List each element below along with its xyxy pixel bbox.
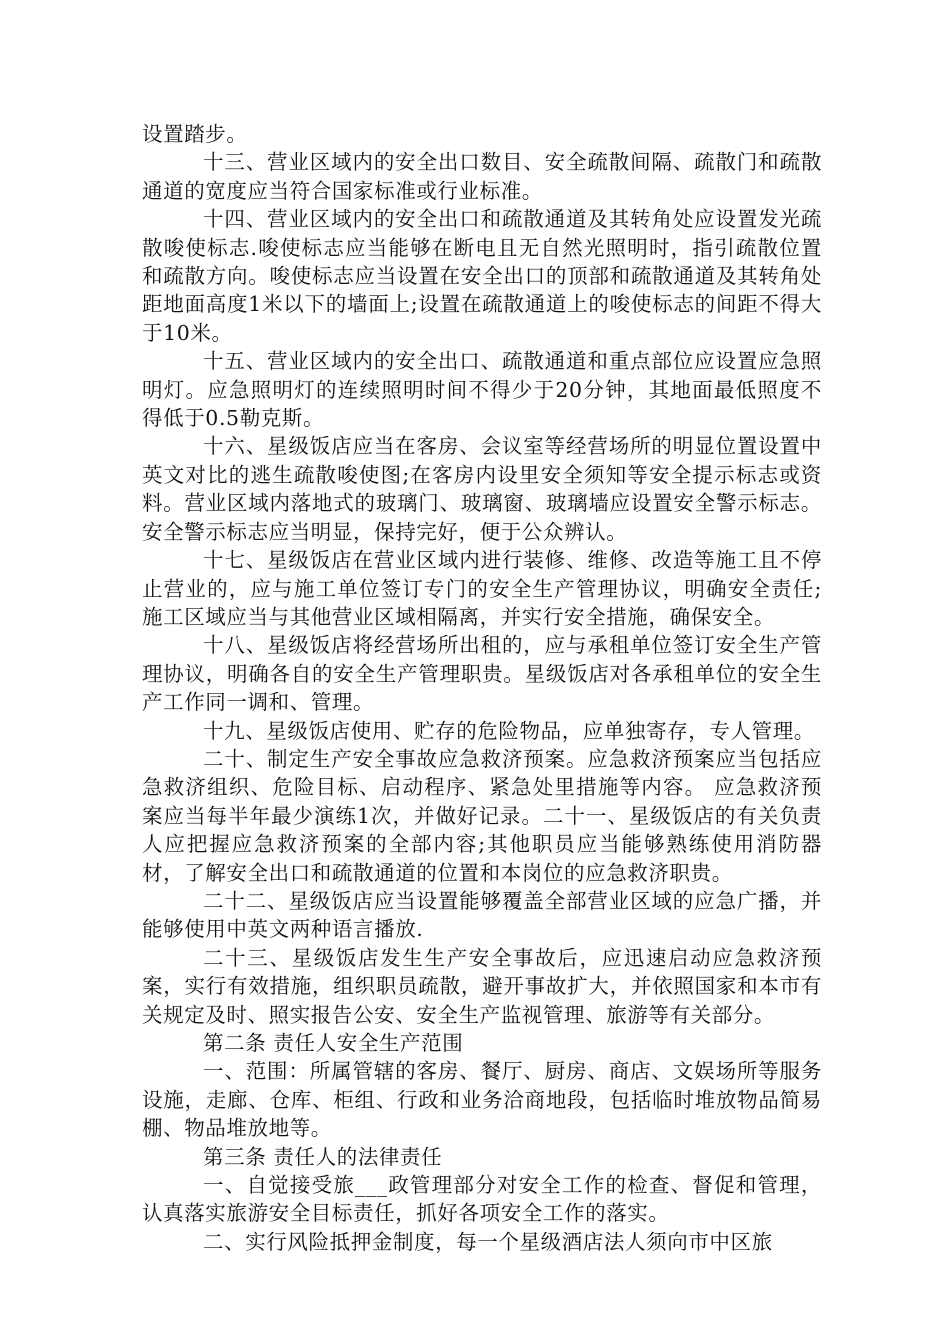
paragraph-item-16: 十六、星级饭店应当在客房、会议室等经营场所的明显位置设置中英文对比的逃生疏散唆使图;在客房内设里安全须知等安全提示标志或资料。营业区域内落地式的玻璃门、玻璃窗、玻璃墙应设置安全警示标志。 安全警示标志应当明显，保持完好，便于公众辨认。 — [142, 434, 822, 544]
paragraph-liability-1: 一、自觉接受旅___政管理部分对安全工作的检查、督促和管理，认真落实旅游安全目标责任，抓好各项安全工作的落实。 — [142, 1173, 822, 1226]
paragraph-scope: 一、范围：所属管辖的客房、餐厅、厨房、商店、文娱场所等服务设施，走廊、仓库、柜组、行政和业务洽商地段，包括临时堆放物品简易棚、物品堆放地等。 — [142, 1059, 822, 1141]
paragraph-item-19: 十九、星级饭店使用、贮存的危险物品，应单独寄存，专人管理。 — [203, 718, 815, 743]
section-heading-article-3: 第三条 责任人的法律责任 — [203, 1144, 443, 1169]
paragraph-item-14: 十四、营业区域内的安全出口和疏散通道及其转角处应设置发光疏散唆使标志.唆使标志应当能够在断电且无自然光照明时，指引疏散位置和疏散方向。唆使标志应当设置在安全出口的顶部和疏散通道及其转角处距地面高度1米以下的墙面上;设置在疏散通道上的唆使标志的间距不得大于10米。 — [142, 207, 822, 345]
paragraph-liability-2: 二、实行风险抵押金制度，每一个星级酒店法人须向市中区旅 — [203, 1229, 773, 1254]
paragraph-item-20: 二十、制定生产安全事故应急救济预案。应急救济预案应当包括应急救济组织、危险目标、启动程序、紧急处里措施等内容。 应急救济预案应当每半年最少演练1次，并做好记录。二十一、星级饭店的有关负责人应把握应急救济预案的全部内容;其他职员应当能够熟练使用消防器材，了解安全出口和疏散通道的位置和本岗位的应急救济职贵。 — [142, 746, 822, 885]
paragraph-item-22: 二十二、星级饭店应当设置能够覆盖全部营业区域的应急广播，并能够使用中英文两种语言播放. — [142, 888, 822, 942]
section-heading-article-2: 第二条 责任人安全生产范围 — [203, 1031, 464, 1055]
paragraph-item-17: 十七、星级饭店在营业区域内进行装修、维修、改造等施工且不停止营业的，应与施工单位签订专门的安全生产管理协议，明确安全责任;施工区域应当与其他营业区域相隔离，并实行安全措施，确保安全。 — [142, 548, 822, 629]
paragraph-item-15: 十五、营业区域内的安全出口、疏散通道和重点部位应设置应急照明灯。应急照明灯的连续照明时间不得少于20分钟，其地面最低照度不得低于0.5勒克斯。 — [142, 349, 822, 431]
paragraph-fragment: 设置踏步。 — [142, 122, 248, 146]
document-body — [142, 120, 822, 1256]
paragraph-item-18: 十八、星级饭店将经营场所出租的，应与承租单位签订安全生产管理协议，明确各自的安全生产管理职贵。星级饭店对各承租单位的安全生产工作同一调和、管理。 — [142, 633, 822, 715]
paragraph-item-13: 十三、营业区域内的安全出口数目、安全疏散间隔、疏散门和疏散通道的宽度应当符合国家标准或行业标准。 — [142, 150, 822, 203]
paragraph-item-23: 二十三、星级饭店发生生产安全事故后，应迅速启动应急救济预案，实行有效措施，组织职员疏散，避开事故扩大，并依照国家和本市有关规定及时、照实报告公安、安全生产监视管理、旅游等有关部分。 — [142, 945, 822, 1027]
